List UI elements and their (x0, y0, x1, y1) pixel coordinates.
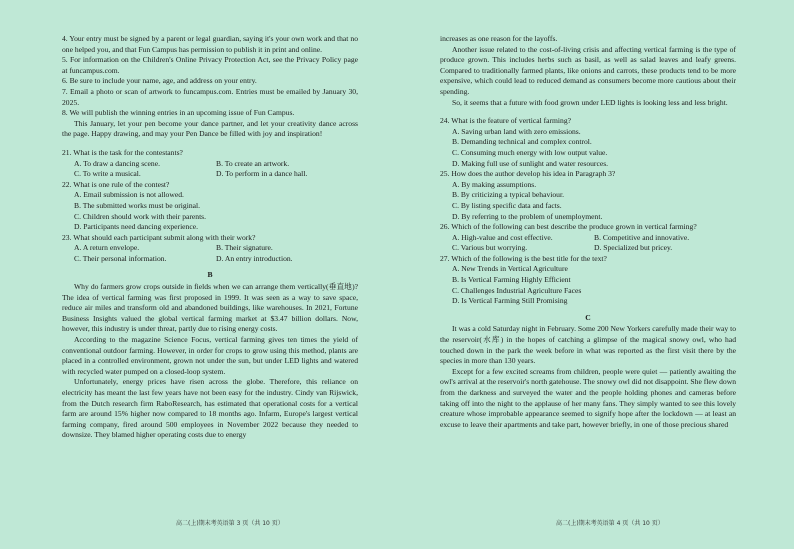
option-c: C. Consuming much energy with low output value. (452, 147, 608, 157)
question-stem: 25. How does the author develop his idea in Paragraph 3? (440, 169, 616, 179)
option-d: D. Participants need dancing experience. (74, 222, 198, 232)
option-d: D. To perform in a dance hall. (216, 169, 308, 179)
rule-8: 8. We will publish the winning entries in an upcoming issue of Fun Campus. (62, 108, 295, 118)
section-c-heading: C (585, 312, 591, 322)
rule-7: 7. Email a photo or scan of artwork to funcampus.com. Entries must be emailed by January 30, 2025. (62, 86, 358, 107)
question-27 (440, 254, 736, 307)
option-a: A. By making assumptions. (452, 179, 537, 189)
passage-c-paragraph: It was a cold Saturday night in February. Some 200 New Yorkers carefully made their way to the reservoir(水库) in the hopes of catching a glimpse of the magical snowy owl, who had touched down in the park the week before in what was reported as the first visit there by the species in more than 130 years. (440, 324, 736, 366)
question-22 (62, 180, 358, 233)
passage-b-paragraph: So, it seems that a future with food grown under LED lights is looking less and less bright. (452, 97, 728, 107)
passage-b-paragraph: According to the magazine Science Focus, vertical farming gives ten times the yield of conventional outdoor farming. However, in order for crops to grow using this method, plants are placed in a controlled environment, grown not under the sun, but under LED lights and watered with recycled water pumped on a closed-loop system. (62, 335, 358, 376)
option-d: D. Making full use of sunlight and water resources. (452, 158, 609, 168)
option-a: A. Saving urban land with zero emissions. (452, 126, 581, 136)
option-a: A. A return envelope. (74, 243, 140, 253)
closing-paragraph: This January, let your pen become your dance partner, and let your creativity dance across the page. Happy drawing, and may your Pen Dance be filled with joy and inspiration! (62, 118, 358, 139)
page-footer-left: 高二(上)期末考英语第 3 页（共 10 页） (176, 520, 284, 527)
option-a: A. To draw a dancing scene. (74, 158, 160, 168)
option-c: C. By listing specific data and facts. (452, 200, 562, 210)
question-stem: 27. Which of the following is the best title for the text? (440, 253, 607, 263)
rule-6: 6. Be sure to include your name, age, and address on your entry. (62, 76, 257, 86)
option-c: C. Various but worrying. (452, 243, 528, 253)
option-d: D. An entry introduction. (216, 253, 293, 263)
question-24 (440, 116, 736, 169)
left-column (62, 34, 358, 441)
option-b: B. Demanding technical and complex control. (452, 137, 592, 147)
option-b: B. Is Vertical Farming Highly Efficient (452, 275, 571, 285)
option-a: A. New Trends in Vertical Agriculture (452, 264, 568, 274)
section-b-heading: B (207, 270, 213, 280)
question-26 (440, 222, 736, 254)
option-c: C. Challenges Industrial Agriculture Faces (452, 285, 582, 295)
option-c: C. To write a musical. (74, 169, 141, 179)
option-a: A. Email submission is not allowed. (74, 190, 184, 200)
question-stem: 23. What should each participant submit along with their work? (62, 232, 256, 242)
passage-c-paragraph: Except for a few excited screams from children, people were quiet — patiently awaiting the owl's arrival at the reservoir's north gatehouse. The snowy owl did not disappoint. She flew down from the darkness and surveyed the water and the people holding phones and cameras before taking off into the night to the applause of her many fans. They simply wanted to see this lovely creature whose improbable appearance seemed to signify hope after the lockdown — at least an excuse to leave their apartments and take part, however briefly, in one of those precious shared (440, 366, 736, 429)
question-stem: 21. What is the task for the contestants? (62, 147, 183, 157)
passage-b-paragraph: Why do farmers grow crops outside in fields when we can arrange them vertically(垂直地)? The idea of vertical farming was first proposed in 1999. It was seen as a way to save space, reduce air miles and transform old and abandoned buildings, like warehouses. In 2021, Fortune Business Insights valued the global vertical farming market at $3.47 billion dollars. Now, however, this industry is under threat, partly due to rising energy costs. (62, 282, 358, 334)
right-column (440, 34, 736, 430)
question-stem: 24. What is the feature of vertical farming? (440, 116, 572, 126)
passage-b-paragraph: increases as one reason for the layoffs. (440, 34, 558, 43)
page-footer-right: 高二(上)期末考英语第 4 页（共 10 页） (556, 520, 664, 527)
option-b: B. Competitive and innovative. (594, 232, 690, 242)
option-c: C. Their personal information. (74, 253, 167, 263)
rule-4: 4. Your entry must be signed by a parent or legal guardian, saying it's your own work and that no one helped you, and that Fun Campus has permission to publish it in print and online. (62, 34, 358, 54)
option-d: D. By referring to the problem of unemployment. (452, 211, 603, 221)
question-stem: 26. Which of the following can best describe the produce grown in vertical farming? (440, 222, 697, 232)
question-23 (62, 233, 358, 265)
option-b: B. Their signature. (216, 243, 273, 253)
option-d: D. Is Vertical Farming Still Promising (452, 296, 568, 306)
option-c: C. Children should work with their parents. (74, 211, 207, 221)
option-a: A. High-value and cost effective. (452, 232, 553, 242)
option-d: D. Specialized but pricey. (594, 243, 673, 253)
option-b: B. By criticizing a typical behaviour. (452, 190, 564, 200)
passage-b-paragraph: Unfortunately, energy prices have risen across the globe. Therefore, this reliance on electricity has meant the last few years have not been easy for the industry. Cindy van Rijswick, from the Dutch research firm RaboResearch, has estimated that operational costs for a vertical farm are around 15% higher now compared to 18 months ago. Infarm, Europe's largest vertical farming company, fired around 500 employees in November 2022 because they needed to downsize. They blamed higher operating costs due to energy (62, 377, 358, 440)
question-stem: 22. What is one rule of the contest? (62, 179, 170, 189)
question-25 (440, 169, 736, 222)
rule-5: 5. For information on the Children's Online Privacy Protection Act, see the Privacy Policy page at funcampus.com. (62, 55, 358, 75)
passage-b-paragraph: Another issue related to the cost-of-living crisis and affecting vertical farming is the type of produce grown. This includes herbs such as basil, as well as salad leaves and leafy greens. Compared to traditionally farmed plants, like onions and carrots, these products tend to be more expensive, which could lead to reduced demand as consumers become more cautious about their spending. (440, 44, 736, 96)
option-b: B. To create an artwork. (216, 158, 290, 168)
question-21 (62, 148, 358, 180)
option-b: B. The submitted works must be original. (74, 200, 200, 210)
